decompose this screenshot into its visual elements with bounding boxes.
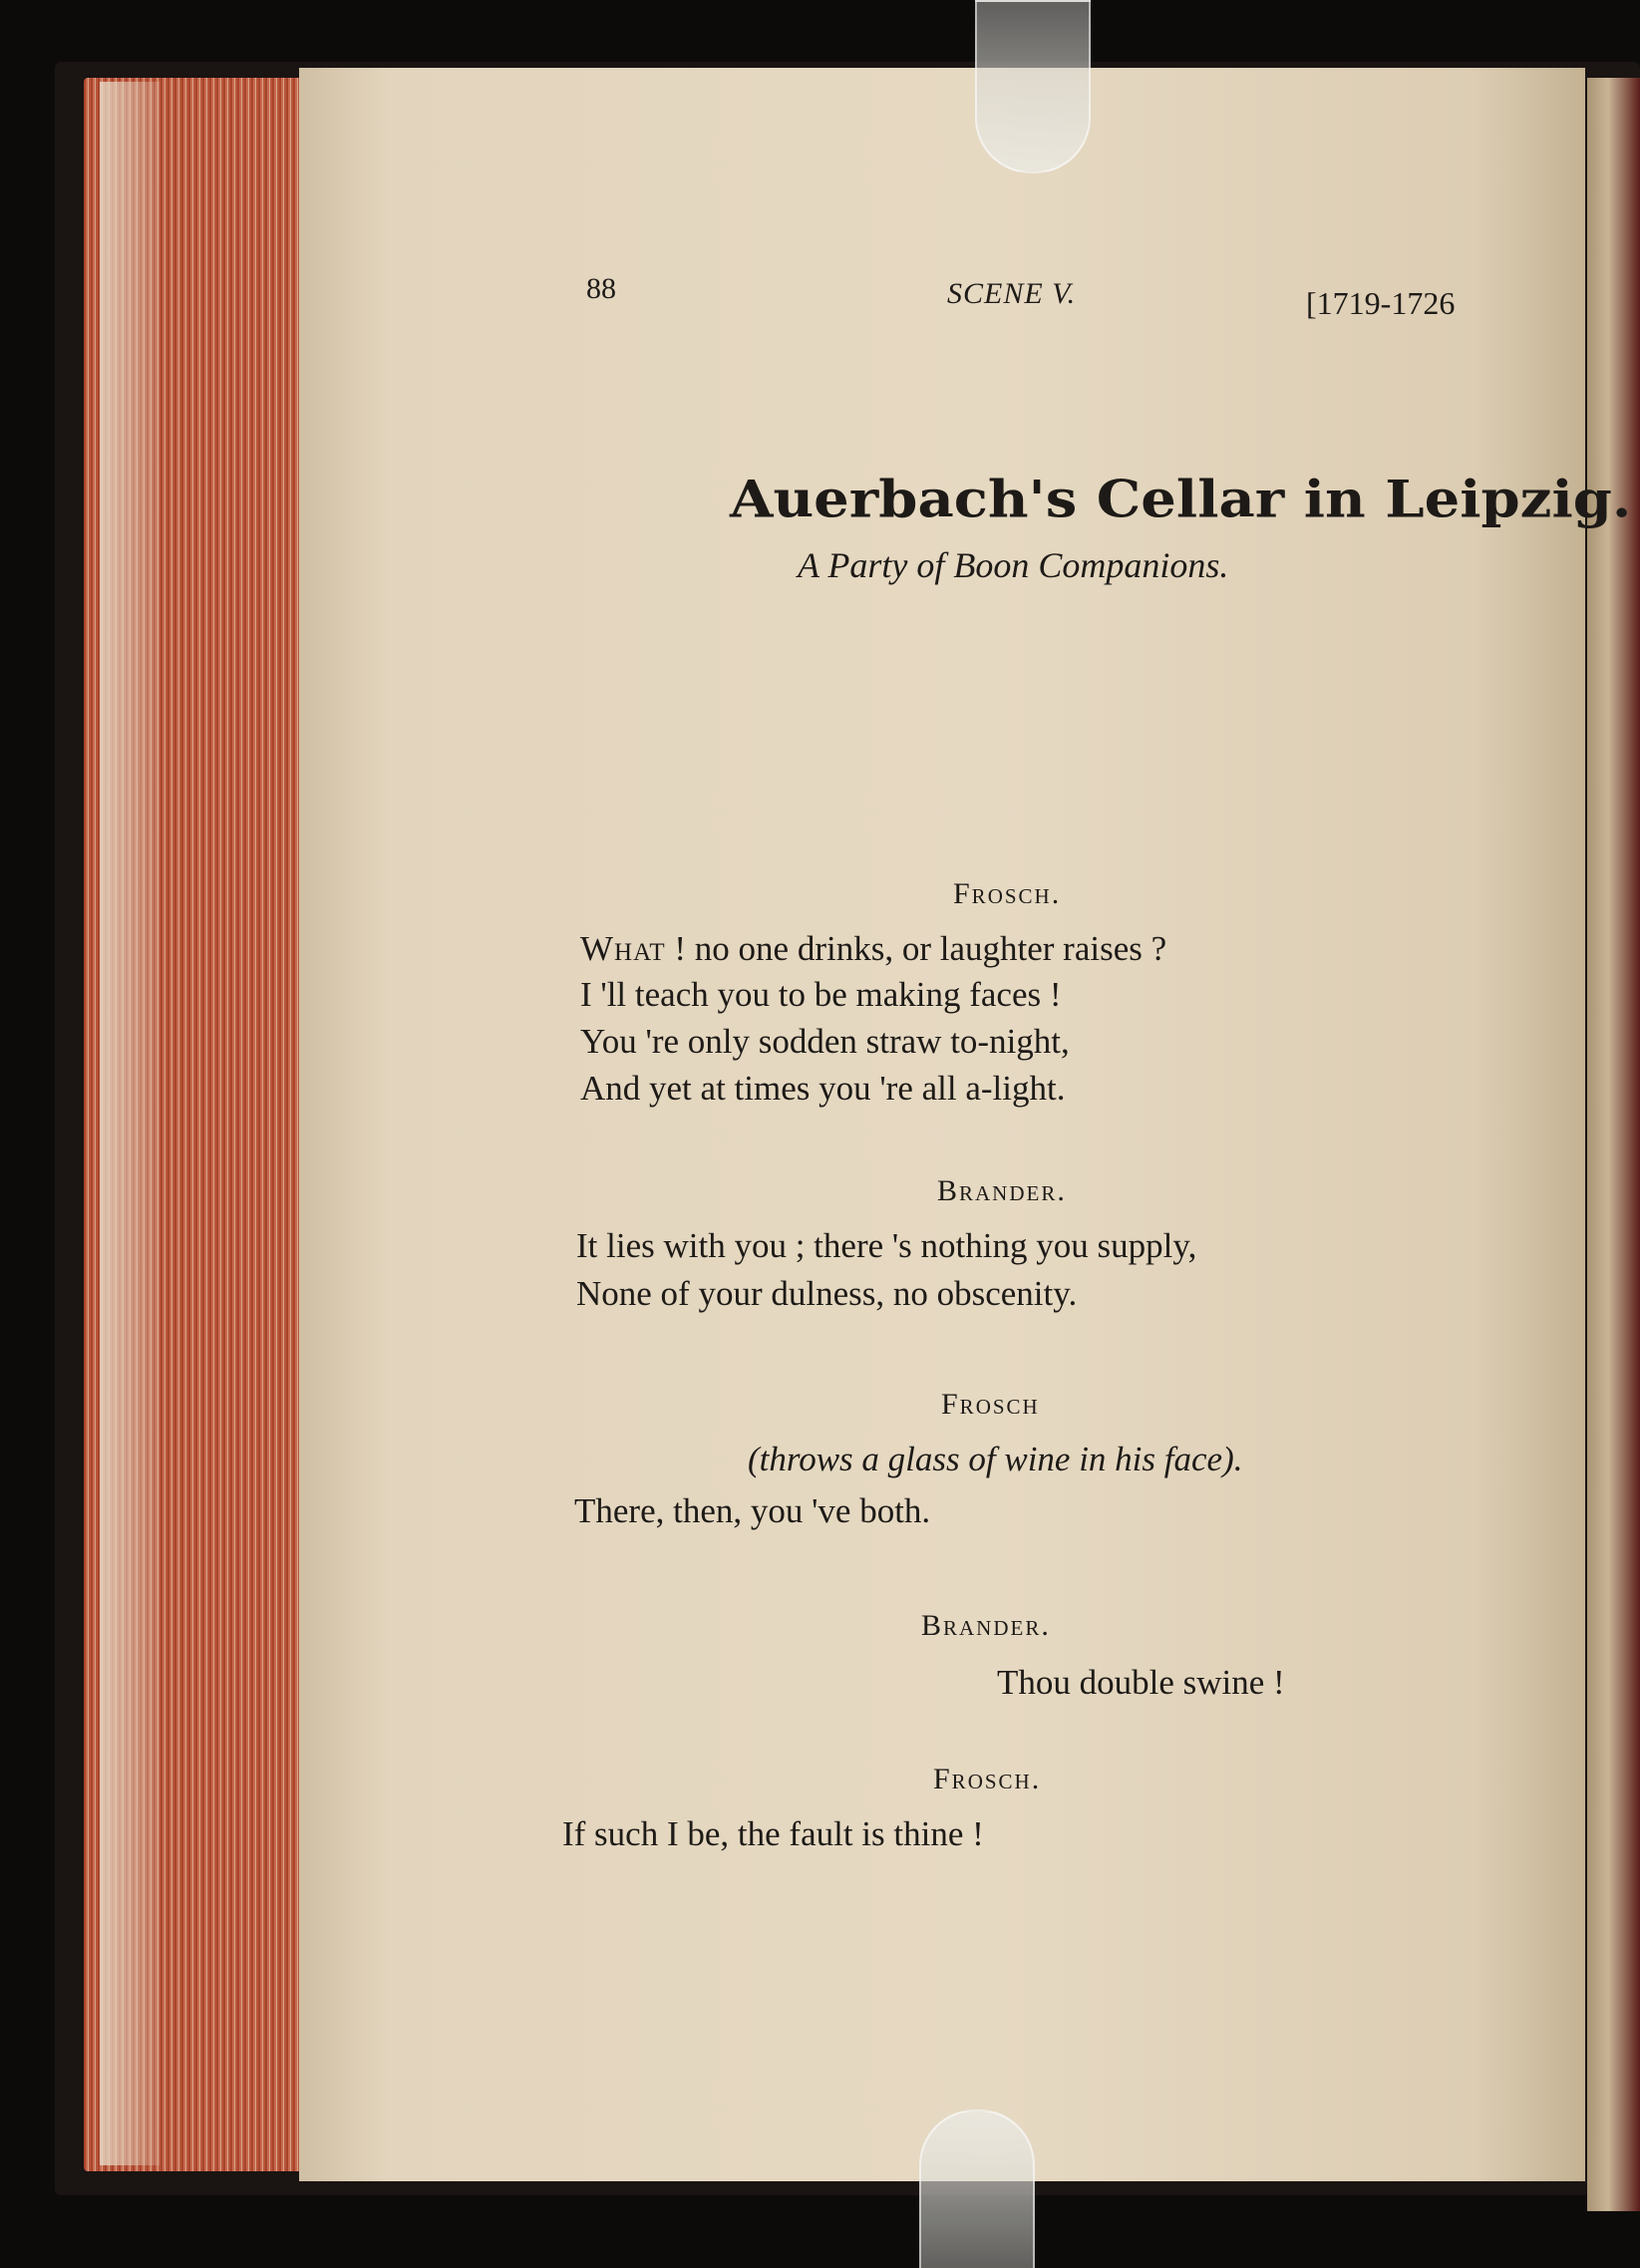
verse-line: There, then, you 've both. [574,1491,931,1530]
verse-line: It lies with you ; there 's nothing you supply, [576,1226,1197,1265]
verse-line: None of your dulness, no obscenity. [576,1274,1078,1313]
speaker-brander: Brander. [921,1609,1051,1642]
page-edge-highlight [100,82,160,2165]
verse-line: I 'll teach you to be making faces ! [580,975,1062,1014]
verse-line: If such I be, the fault is thine ! [562,1814,984,1853]
page-clip-bottom [919,2109,1035,2268]
verse-line: And yet at times you 're all a-light. [580,1069,1066,1108]
verse-text: ! no one drinks, or laughter raises ? [674,929,1167,968]
page-number: 88 [586,272,616,305]
line-range: [1719-1726 [1306,285,1456,321]
scene-stage-direction: A Party of Boon Companions. [798,545,1229,585]
speaker-brander: Brander. [937,1174,1067,1207]
scene-heading: Auerbach's Cellar in Leipzig. [730,469,1632,530]
verse-line: You 're only sodden straw to-night, [580,1022,1070,1061]
speaker-frosch: Frosch. [953,877,1062,910]
facing-page-edge [1587,78,1640,2211]
stage-direction: (throws a glass of wine in his face). [748,1440,1243,1478]
page-clip-top [975,0,1091,173]
speaker-frosch: Frosch [941,1388,1040,1421]
book-page [299,68,1632,2181]
verse-line [580,929,1166,969]
verse-lead-word: What [580,929,666,968]
speaker-frosch: Frosch. [933,1763,1042,1795]
running-title: SCENE V. [947,277,1077,310]
verse-line: Thou double swine ! [997,1663,1285,1702]
